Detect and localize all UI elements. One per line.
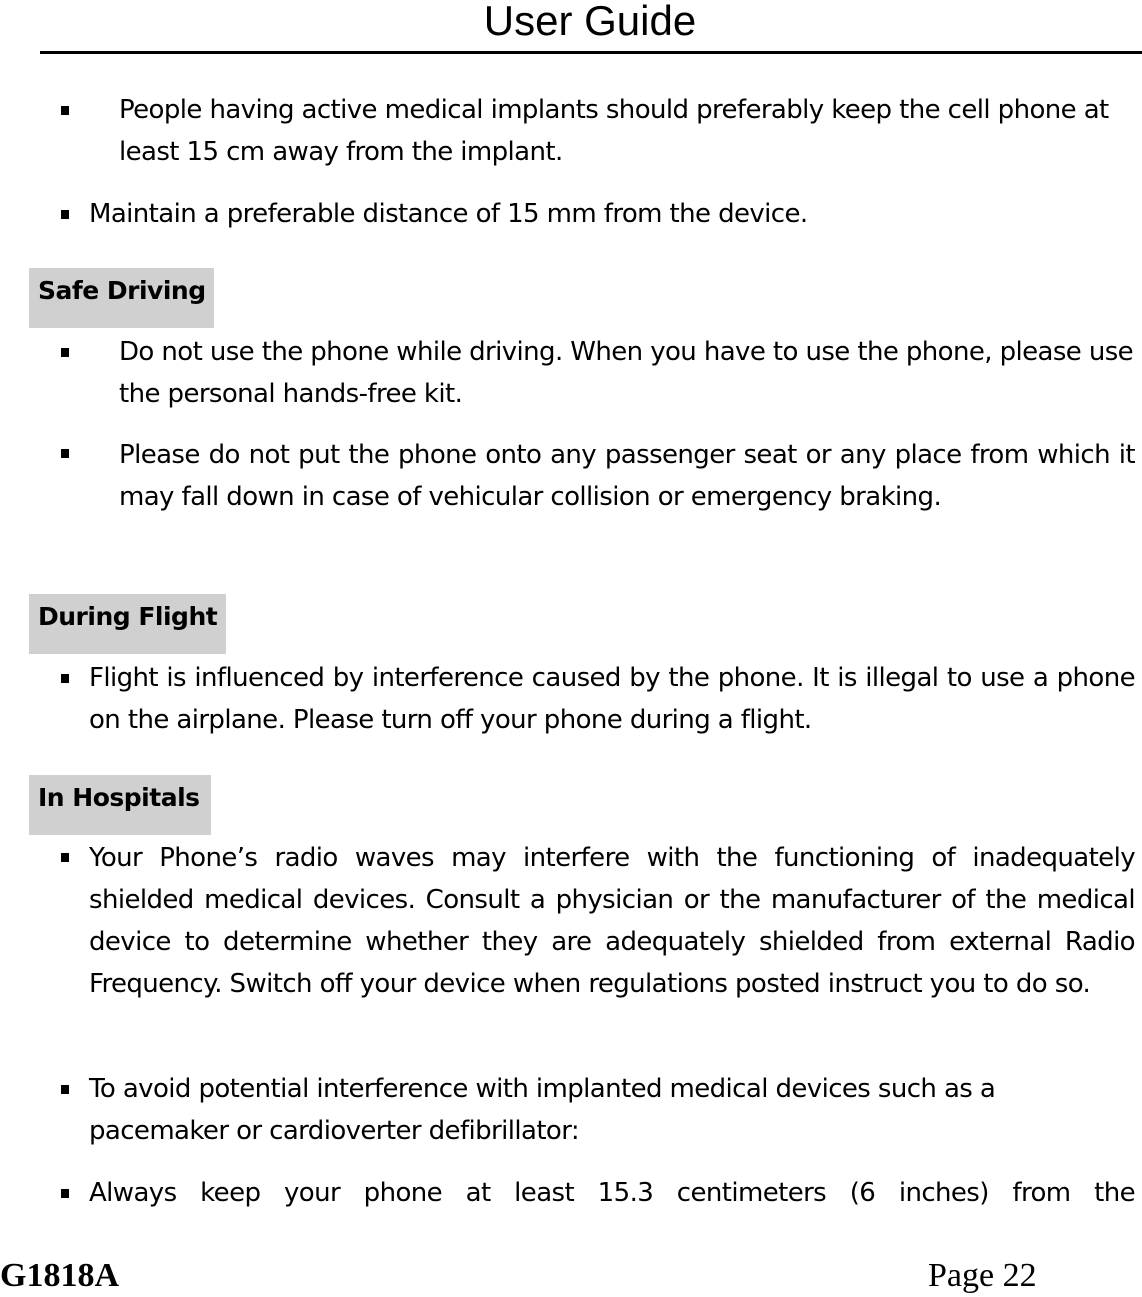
heading-in-hospitals: In Hospitals — [29, 775, 211, 835]
header-rule — [40, 51, 1142, 54]
bullet-text-radio-waves: Your Phone’s radio waves may interfere with the functioning of inadequately shielded medical devices. Consult a physician or the manufacturer of the medical device to determine whether they are adequately shielded from external Radio Frequency. Switch off your device when regulations posted instruct you to do so. — [89, 843, 1135, 999]
bullet-marker — [61, 106, 69, 115]
bullet-text-no-phone-driving: Do not use the phone while driving. When you have to use the phone, please use the personal hands-free kit. — [119, 337, 1134, 409]
footer-model: G1818A — [0, 1257, 119, 1294]
heading-safe-driving: Safe Driving — [29, 268, 214, 328]
bullet-text-implants: People having active medical implants should preferably keep the cell phone at least 15 cm away from the implant. — [119, 95, 1109, 167]
bullet-marker — [61, 210, 69, 219]
bullet-marker — [61, 1189, 69, 1198]
bullet-text-distance: Maintain a preferable distance of 15 mm from the device. — [89, 199, 808, 229]
bullet-text-keep-distance: Always keep your phone at least 15.3 centimeters (6 inches) from the — [89, 1178, 1135, 1208]
page-header-title: User Guide — [483, 0, 697, 44]
heading-during-flight: During Flight — [29, 594, 226, 654]
bullet-marker — [61, 853, 69, 862]
bullet-marker — [61, 348, 69, 357]
bullet-marker — [61, 1085, 69, 1094]
bullet-text-flight: Flight is influenced by interference caused by the phone. It is illegal to use a phone on the airplane. Please turn off your phone during a flight. — [89, 663, 1135, 735]
footer-page-number: Page 22 — [928, 1257, 1037, 1294]
bullet-text-implanted-devices: To avoid potential interference with implanted medical devices such as a pacemaker or cardioverter defibrillator: — [89, 1074, 996, 1146]
bullet-marker — [61, 449, 69, 458]
bullet-text-passenger-seat: Please do not put the phone onto any passenger seat or any place from which it may fall down in case of vehicular collision or emergency braking. — [119, 440, 1135, 512]
bullet-marker — [61, 674, 69, 683]
